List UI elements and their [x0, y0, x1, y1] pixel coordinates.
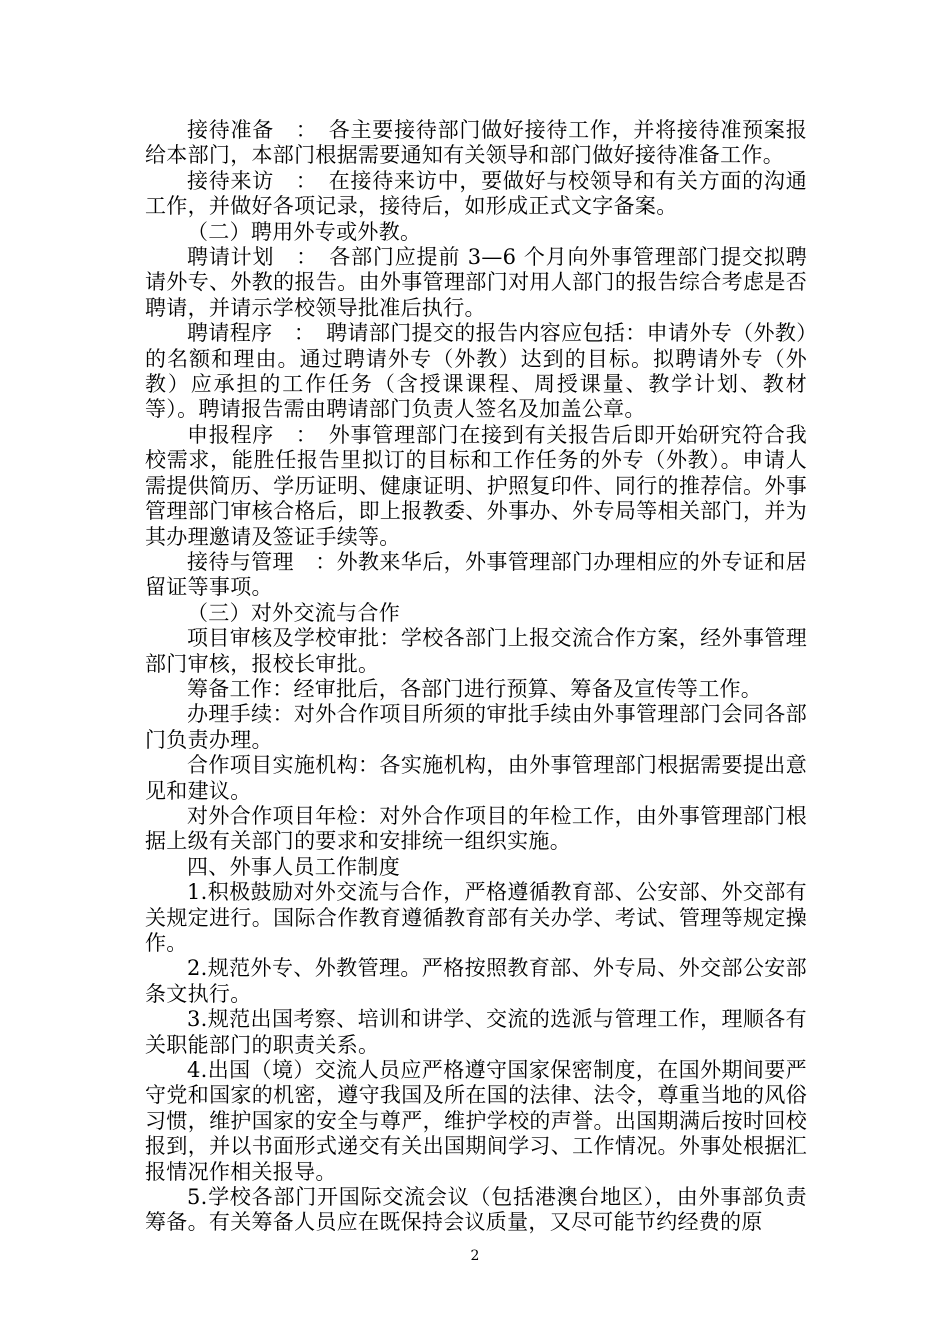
section-heading-exchange-cooperation: （三）对外交流与合作 [187, 600, 400, 625]
section-heading-hiring-foreign-experts: （二）聘用外专或外教。 [187, 219, 422, 244]
paragraph-rule-5: 5.学校各部门开国际交流会议（包括港澳台地区），由外事部负责筹备。有关筹备人员应在既保持会议质量，又尽可能节约经费的原 [145, 1185, 807, 1235]
paragraph-reception-and-management: 接待与管理 ：外教来华后，外事管理部门办理相应的外专证和居留证等事项。 [145, 549, 807, 600]
paragraph-implementing-agency: 合作项目实施机构：各实施机构，由外事管理部门根据需要提出意见和建议。 [145, 753, 807, 803]
paragraph-hiring-plan: 聘请计划 ： 各部门应提前 3—6 个月向外事管理部门提交拟聘请外专、外教的报告。由外事管理部门对用人部门的报告综合考虑是否聘请，并请示学校领导批准后执行。 [145, 245, 807, 320]
paragraph-application-procedure: 申报程序 ： 外事管理部门在接到有关报告后即开始研究符合我校需求，能胜任报告里拟订的目标和工作任务的外专（外教）。申请人需提供简历、学历证明、健康证明、护照复印件、同行的推荐信。外事管理部门审核合格后，即上报教委、外事办、外专局等相关部门，并为其办理邀请及签证手续等。 [145, 422, 807, 549]
document-body [145, 118, 807, 1236]
paragraph-preparation-work: 筹备工作：经审批后，各部门进行预算、筹备及宣传等工作。 [187, 676, 763, 701]
paragraph-reception-preparation: 接待准备 ： 各主要接待部门做好接待工作，并将接待准预案报给本部门，本部门根据需要通知有关领导和部门做好接待准备工作。 [145, 118, 807, 168]
paragraph-reception-visit: 接待来访 ： 在接待来访中，要做好与校领导和有关方面的沟通工作，并做好各项记录，接待后，如形成正式文字备案。 [145, 168, 807, 219]
paragraph-annual-inspection: 对外合作项目年检：对外合作项目的年检工作，由外事管理部门根据上级有关部门的要求和安排统一组织实施。 [145, 803, 807, 854]
paragraph-rule-4: 4.出国（境）交流人员应严格遵守国家保密制度，在国外期间要严守党和国家的机密，遵守我国及所在国的法律、法令，尊重当地的风俗习惯，维护国家的安全与尊严，维护学校的声誉。出国期满后按时回校报到，并以书面形式递交有关出国期间学习、工作情况。外事处根据汇报情况作相关报导。 [145, 1058, 807, 1184]
paragraph-project-review: 项目审核及学校审批：学校各部门上报交流合作方案，经外事管理部门审核，报校长审批。 [145, 626, 807, 676]
paragraph-procedures: 办理手续：对外合作项目所须的审批手续由外事管理部门会同各部门负责办理。 [145, 702, 807, 752]
paragraph-hiring-procedure: 聘请程序 ： 聘请部门提交的报告内容应包括：申请外专（外教）的名额和理由。通过聘请外专（外教）达到的目标。拟聘请外专（外教）应承担的工作任务（含授课课程、周授课量、教学计划、教材等）。聘请报告需由聘请部门负责人签名及加盖公章。 [145, 321, 807, 422]
paragraph-rule-2: 2.规范外专、外教管理。严格按照教育部、外专局、外交部公安部条文执行。 [145, 956, 807, 1006]
page-number: 2 [470, 1248, 480, 1264]
paragraph-rule-3: 3.规范出国考察、培训和讲学、交流的选派与管理工作，理顺各有关职能部门的职责关系。 [145, 1007, 807, 1057]
paragraph-rule-1: 1.积极鼓励对外交流与合作，严格遵循教育部、公安部、外交部有关规定进行。国际合作教育遵循教育部有关办学、考试、管理等规定操作。 [145, 880, 807, 955]
section-heading-staff-rules: 四、外事人员工作制度 [187, 854, 400, 879]
